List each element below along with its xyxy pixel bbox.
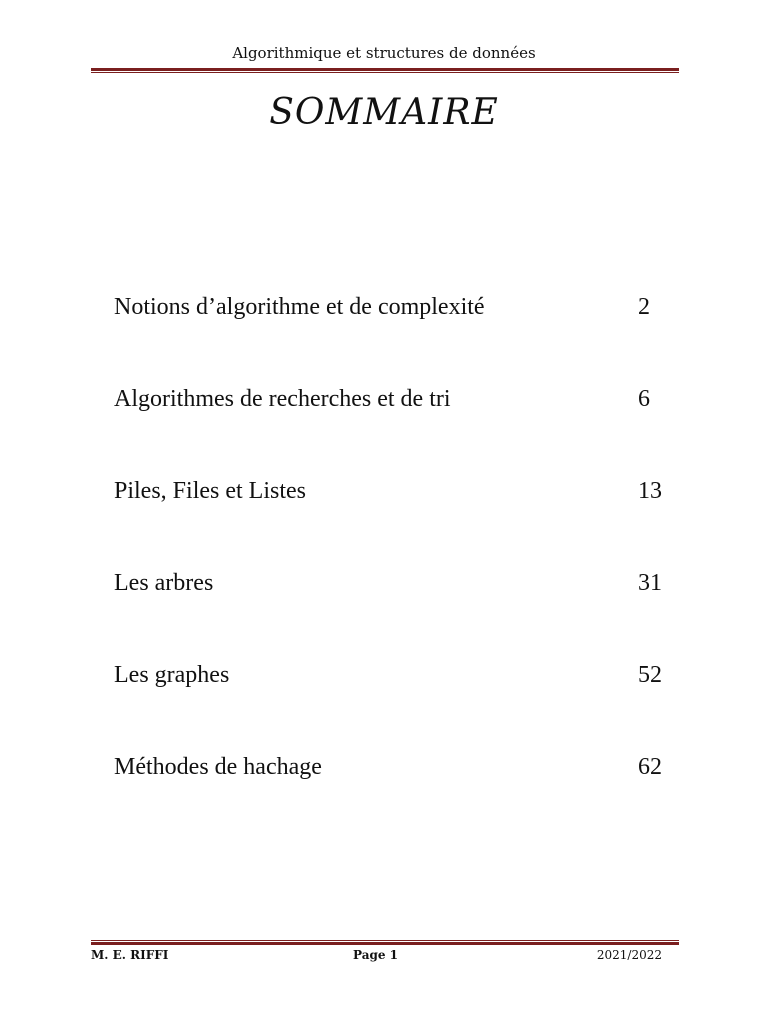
toc-entry[interactable] <box>114 656 674 748</box>
toc-entry-page: 31 <box>638 570 662 596</box>
running-header: Algorithmique et structures de données <box>232 44 536 62</box>
toc-entry-page: 62 <box>638 754 662 780</box>
toc-entry[interactable] <box>114 472 674 564</box>
page-title: SOMMAIRE <box>269 92 499 133</box>
toc-entry-page: 2 <box>638 294 650 320</box>
toc-entry-label: Piles, Files et Listes <box>114 478 306 504</box>
toc-entry[interactable] <box>114 288 674 380</box>
footer-page-number: Page 1 <box>353 948 399 962</box>
toc-entry-page: 52 <box>638 662 662 688</box>
footer-author: M. E. RIFFI <box>91 948 169 962</box>
page-footer <box>91 948 662 966</box>
toc-entry-label: Méthodes de hachage <box>114 754 322 780</box>
toc-entry-label: Notions d’algorithme et de complexité <box>114 294 485 320</box>
header-rule <box>91 68 679 73</box>
toc-entry-label: Les arbres <box>114 570 214 596</box>
footer-year: 2021/2022 <box>596 948 662 962</box>
toc-entry[interactable] <box>114 380 674 472</box>
footer-rule <box>91 940 679 945</box>
table-of-contents <box>114 288 674 840</box>
toc-entry[interactable] <box>114 748 674 840</box>
toc-entry-page: 13 <box>638 478 662 504</box>
toc-entry[interactable] <box>114 564 674 656</box>
toc-entry-label: Les graphes <box>114 662 230 688</box>
toc-entry-page: 6 <box>638 386 650 412</box>
toc-entry-label: Algorithmes de recherches et de tri <box>114 386 451 412</box>
